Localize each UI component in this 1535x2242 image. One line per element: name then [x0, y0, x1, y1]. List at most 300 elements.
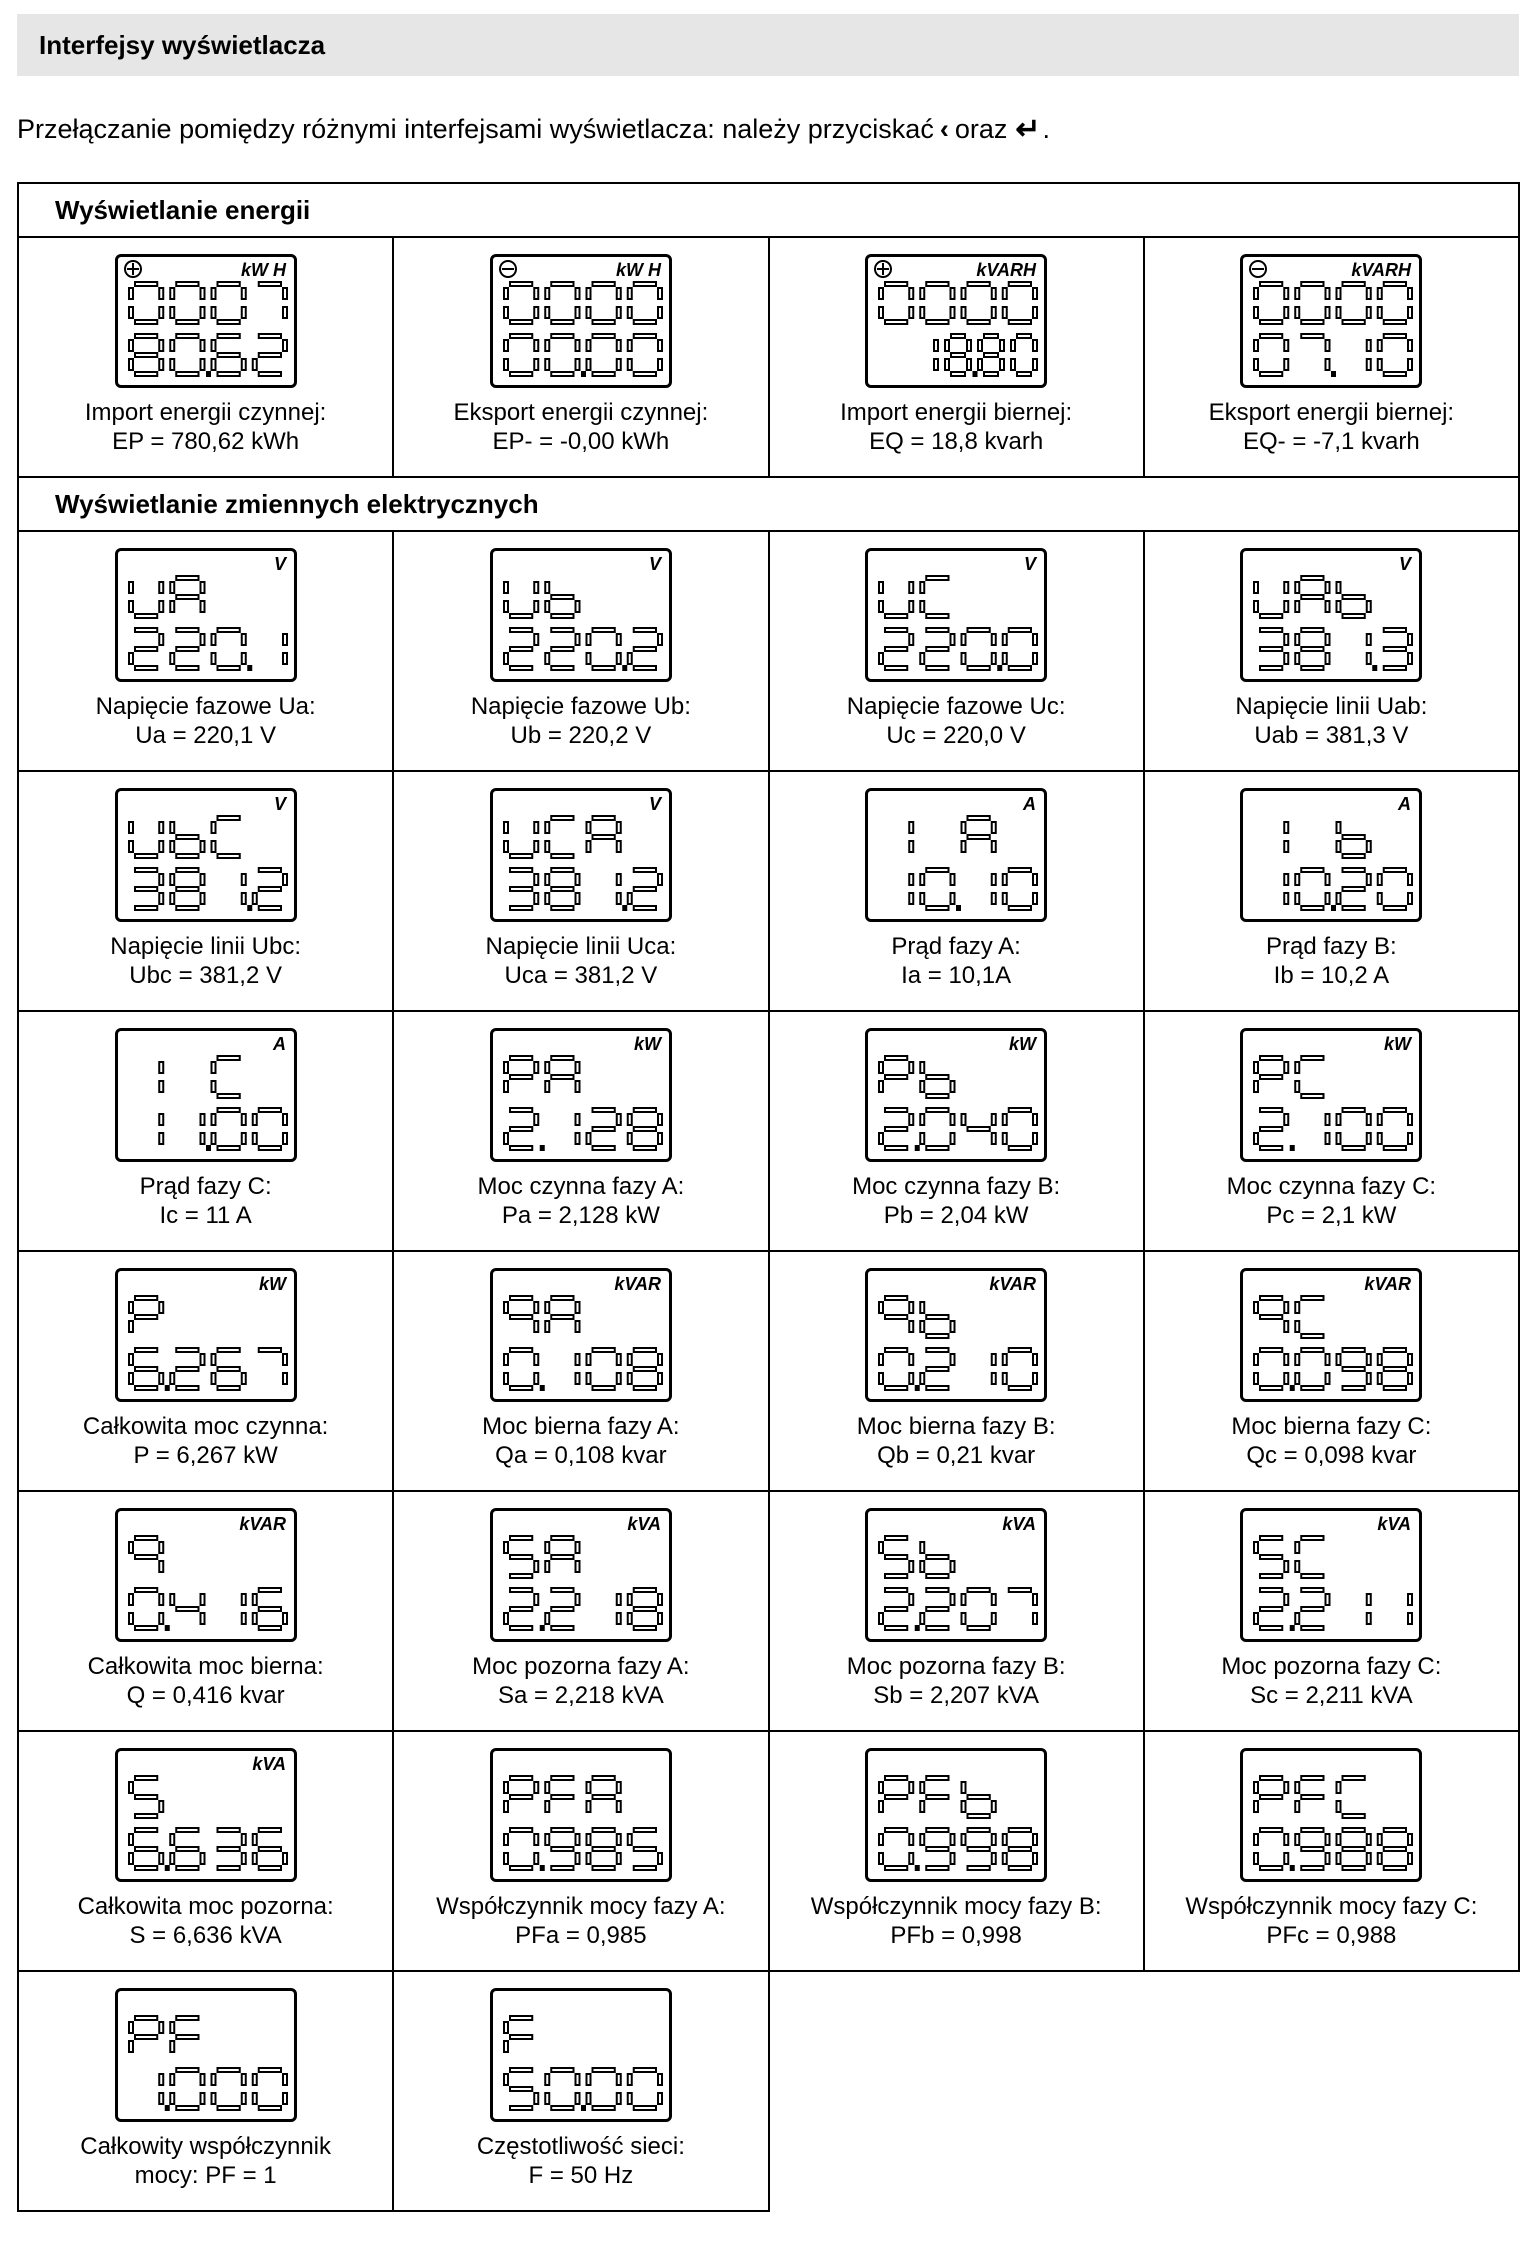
lcd-line1-digit-0: [503, 1055, 539, 1093]
lcd-line1-digit-0: [503, 581, 539, 619]
lcd-line1-digit-0: [503, 1535, 539, 1579]
unit-label: kVA: [1002, 1514, 1037, 1534]
lcd-line2-decimal-point: [622, 665, 627, 671]
lcd-line2-digit-3: [627, 1107, 663, 1151]
display-cell: [18, 1011, 393, 1251]
unit-label: A: [272, 1034, 286, 1054]
caption-line1: Współczynnik mocy fazy B:: [810, 1893, 1102, 1920]
lcd-line2-digit-2: [585, 1347, 621, 1391]
lcd-display: [490, 1508, 672, 1642]
lcd-line2-decimal-point: [540, 1385, 545, 1391]
display-caption: [1145, 1412, 1518, 1470]
lcd-line2-digit-1: [544, 1587, 580, 1631]
lcd-display: [490, 254, 672, 388]
lcd-display: [865, 788, 1047, 922]
unit-label: kW H: [615, 260, 661, 280]
lcd-line2-digit-1: [574, 1353, 580, 1385]
display-caption: [770, 1652, 1143, 1710]
lcd-line2-digit-0: [158, 2073, 164, 2105]
lcd-line2-digit-0: [503, 2067, 539, 2111]
display-cell: [393, 1491, 768, 1731]
lcd-line2-digit-1: [574, 1113, 580, 1145]
lcd-line1-digit-0: [128, 281, 164, 325]
intro-text: Przełączanie pomiędzy różnymi interfejsami wyświetlacza: należy przyciskać: [17, 114, 934, 144]
caption-line2: EP = 780,62 kWh: [112, 428, 300, 455]
lcd-line2-decimal-point: [1331, 371, 1336, 377]
enter-button-icon: ↵: [1015, 113, 1041, 146]
display-caption: [19, 932, 392, 990]
caption-line2: PFa = 0,985: [515, 1922, 647, 1949]
lcd-line2-digit-1: [544, 627, 580, 671]
lcd-line2-digit-4: [1010, 333, 1038, 377]
caption-line2: S = 6,636 kVA: [129, 1922, 282, 1949]
lcd-line1-digit-3: [1002, 281, 1038, 325]
export-sign-icon: [500, 261, 516, 277]
display-cell: [393, 771, 768, 1011]
export-sign-icon: [1250, 261, 1266, 277]
lcd-display: [1240, 1508, 1422, 1642]
lcd-line1-digit-0: [503, 821, 539, 859]
lcd-line2-digit-0: [878, 627, 914, 671]
lcd-line1-digit-3: [627, 281, 663, 325]
lcd-line1-digit-1: [169, 575, 205, 613]
unit-label: kVA: [1377, 1514, 1412, 1534]
display-caption: [19, 1172, 392, 1230]
unit-label: V: [648, 554, 661, 574]
lcd-line2-digit-2: [210, 2067, 246, 2111]
display-cell: [769, 1011, 1144, 1251]
lcd-line2-digit-1: [169, 1593, 205, 1625]
lcd-line2-digit-1: [169, 333, 205, 377]
lcd-line1-digit-1: [1295, 1295, 1325, 1339]
unit-label: kVARH: [1351, 260, 1412, 280]
lcd-display: [115, 788, 297, 922]
lcd-line2-digit-0: [1253, 1107, 1289, 1151]
lcd-line2-digit-3: [1002, 1347, 1038, 1391]
lcd-display: [115, 1268, 297, 1402]
caption-line2: Uc = 220,0 V: [886, 722, 1026, 749]
lcd-display: [865, 1508, 1047, 1642]
caption-line2: Sb = 2,207 kVA: [873, 1682, 1039, 1709]
unit-label: kW: [633, 1034, 661, 1054]
display-cell: [393, 237, 768, 477]
lcd-display: [1240, 1028, 1422, 1162]
display-cell: [1144, 1731, 1519, 1971]
caption-line1: Moc pozorna fazy B:: [846, 1653, 1066, 1680]
lcd-line2-digit-2: [210, 627, 246, 671]
lcd-line2-digit-3: [627, 627, 663, 671]
lcd-line2-digit-0: [509, 867, 539, 911]
lcd-line2-digit-1: [1295, 1827, 1331, 1871]
lcd-line2-decimal-point: [1290, 1865, 1295, 1871]
lcd-display: [865, 1268, 1047, 1402]
lcd-display: [1240, 548, 1422, 682]
lcd-line2-digit-1: [919, 1347, 955, 1391]
lcd-line1-digit-0: [878, 1295, 914, 1333]
lcd-line2-decimal-point: [164, 1865, 169, 1871]
caption-line1: Współczynnik mocy fazy A:: [436, 1893, 726, 1920]
lcd-line2-digit-0: [503, 333, 539, 377]
lcd-line2-digit-3: [627, 1347, 663, 1391]
lcd-line2-digit-2: [585, 1107, 621, 1151]
display-cell: [18, 1731, 393, 1971]
lcd-line1-digit-1: [169, 281, 205, 325]
lcd-line2-digit-2: [210, 333, 246, 377]
lcd-line2-digit-3: [627, 333, 663, 377]
lcd-display: [865, 548, 1047, 682]
lcd-line2-decimal-point: [247, 665, 252, 671]
display-caption: [1145, 398, 1518, 456]
lcd-line1-digit-2: [1336, 581, 1372, 619]
lcd-line2-digit-3: [251, 867, 287, 911]
lcd-line1-digit-1: [544, 1295, 580, 1333]
lcd-line2-decimal-point: [997, 665, 1002, 671]
section-heading: Wyświetlanie zmiennych elektrycznych: [18, 477, 1519, 531]
display-cell: [769, 771, 1144, 1011]
lcd-line2-decimal-point: [581, 371, 586, 377]
lcd-line2-digit-3: [251, 2067, 287, 2111]
caption-line2: Pb = 2,04 kW: [883, 1202, 1029, 1229]
lcd-line2-digit-0: [908, 873, 914, 905]
display-caption: [19, 692, 392, 750]
lcd-display: [865, 1748, 1047, 1882]
lcd-line2-digit-3: [1002, 1107, 1038, 1151]
lcd-display: [865, 1028, 1047, 1162]
empty-cell: [1144, 1971, 1519, 2211]
caption-line2: EQ- = -7,1 kvarh: [1243, 428, 1420, 455]
lcd-line2-digit-3: [1002, 1827, 1038, 1871]
lcd-line1-digit-0: [158, 1061, 164, 1093]
lcd-display: [490, 1028, 672, 1162]
lcd-line2-digit-0: [878, 1107, 914, 1151]
caption-line2: Ic = 11 A: [159, 1202, 252, 1229]
display-caption: [19, 398, 392, 456]
lcd-line2-digit-1: [544, 333, 580, 377]
display-caption: [394, 398, 767, 456]
lcd-line2-decimal-point: [540, 1625, 545, 1631]
caption-line2: Ub = 220,2 V: [510, 722, 652, 749]
display-cell: [393, 1251, 768, 1491]
lcd-line2-decimal-point: [915, 1385, 920, 1391]
lcd-line2-decimal-point: [1290, 1625, 1295, 1631]
lcd-line2-digit-2: [616, 873, 622, 905]
lcd-line1-digit-0: [128, 2015, 164, 2053]
lcd-line2-digit-3: [1377, 1827, 1413, 1871]
lcd-line2-digit-3: [1377, 1107, 1413, 1151]
lcd-line2-digit-1: [933, 339, 939, 371]
caption-line2: Pa = 2,128 kW: [501, 1202, 660, 1229]
lcd-line2-digit-2: [216, 1827, 246, 1871]
lcd-line2-digit-1: [169, 1347, 205, 1391]
caption-line2: Sc = 2,211 kVA: [1250, 1682, 1413, 1709]
lcd-line2-digit-2: [1366, 339, 1372, 371]
lcd-line2-decimal-point: [1373, 665, 1378, 671]
lcd-line2-digit-2: [210, 1347, 246, 1391]
display-caption: [394, 932, 767, 990]
lcd-display: [490, 1988, 672, 2122]
unit-label: A: [1398, 794, 1412, 814]
lcd-display: [1240, 788, 1422, 922]
caption-line1: Całkowita moc czynna:: [82, 1413, 329, 1440]
lcd-line1-digit-1: [544, 1775, 574, 1813]
lcd-line2-digit-3: [251, 1827, 287, 1871]
lcd-line2-digit-0: [503, 627, 539, 671]
section-title: Interfejsy wyświetlacza: [39, 29, 326, 60]
lcd-line2-digit-0: [1253, 1827, 1289, 1871]
caption-line2: Qc = 0,098 kvar: [1246, 1442, 1417, 1469]
lcd-line1-digit-0: [503, 1295, 539, 1333]
lcd-line2-digit-2: [585, 2067, 621, 2111]
display-cell: [18, 1491, 393, 1731]
display-caption: [19, 1412, 392, 1470]
lcd-line2-digit-0: [503, 1347, 539, 1391]
lcd-line1-digit-2: [585, 1775, 621, 1813]
lcd-line2-digit-0: [1284, 873, 1290, 905]
caption-line2: Ua = 220,1 V: [135, 722, 276, 749]
caption-line1: Prąd fazy B:: [1266, 933, 1397, 960]
lcd-display: [490, 548, 672, 682]
lcd-line1-digit-2: [210, 281, 246, 325]
lcd-line2-decimal-point: [973, 371, 978, 377]
intro-middle: oraz: [954, 114, 1008, 144]
caption-line2: F = 50 Hz: [528, 2162, 634, 2189]
caption-line2: Qb = 0,21 kvar: [877, 1442, 1036, 1469]
intro-end: .: [1042, 114, 1051, 144]
display-caption: [770, 398, 1143, 456]
caption-line2: Pc = 2,1 kW: [1266, 1202, 1397, 1229]
lcd-line1-digit-1: [919, 1301, 955, 1339]
lcd-line2-decimal-point: [581, 2105, 586, 2111]
unit-label: kW: [258, 1274, 286, 1294]
lcd-line1-digit-0: [1253, 1535, 1289, 1579]
lcd-line2-digit-2: [961, 1587, 997, 1631]
display-cell: [1144, 1251, 1519, 1491]
unit-label: kW: [1009, 1034, 1037, 1054]
lcd-line1-digit-1: [1295, 1775, 1325, 1813]
lcd-line2-digit-2: [585, 333, 621, 377]
lcd-line2-digit-0: [128, 627, 164, 671]
lcd-line2-digit-1: [544, 1827, 580, 1871]
lcd-line2-decimal-point: [206, 371, 211, 377]
lcd-line2-digit-0: [128, 333, 164, 377]
lcd-display: [115, 1988, 297, 2122]
lcd-line2-digit-3: [1377, 867, 1413, 911]
display-cell: [393, 1971, 768, 2211]
caption-line1: Eksport energii biernej:: [1208, 399, 1455, 426]
caption-line1: Eksport energii czynnej:: [453, 399, 709, 426]
lcd-line2-digit-3: [1008, 1587, 1038, 1625]
lcd-line2-digit-2: [1336, 867, 1372, 911]
display-caption: [770, 1892, 1143, 1950]
lcd-line2-digit-3: [1002, 867, 1038, 911]
caption-line1: Napięcie linii Uca:: [485, 933, 677, 960]
lcd-line2-digit-3: [627, 1587, 663, 1631]
lcd-display: [115, 1748, 297, 1882]
lcd-line2-digit-2: [210, 1107, 246, 1151]
lcd-line1-digit-1: [919, 1775, 949, 1813]
lcd-line2-digit-3: [1002, 627, 1038, 671]
display-caption: [1145, 692, 1518, 750]
caption-line2: Ib = 10,2 A: [1273, 962, 1390, 989]
display-cell: [769, 1731, 1144, 1971]
lcd-display: [115, 254, 297, 388]
caption-line1: Moc czynna fazy B:: [852, 1173, 1061, 1200]
lcd-line2-digit-0: [128, 1827, 164, 1871]
display-caption: [394, 692, 767, 750]
display-caption: [770, 932, 1143, 990]
lcd-line2-digit-0: [1259, 627, 1289, 671]
lcd-line2-decimal-point: [540, 1145, 545, 1151]
lcd-line2-digit-3: [257, 1347, 287, 1385]
lcd-line1-digit-1: [544, 281, 580, 325]
lcd-line2-decimal-point: [164, 1625, 169, 1631]
lcd-line1-digit-2: [1336, 1775, 1366, 1819]
unit-label: kVARH: [976, 260, 1037, 280]
lcd-line2-digit-2: [240, 873, 246, 905]
lcd-line1-digit-0: [878, 581, 914, 619]
unit-label: kVAR: [1364, 1274, 1412, 1294]
display-cell: [1144, 531, 1519, 771]
lcd-line1-digit-2: [585, 815, 621, 853]
lcd-line1-digit-1: [919, 1061, 955, 1099]
caption-line1: Całkowita moc pozorna:: [77, 1893, 334, 1920]
lcd-line2-decimal-point: [915, 1865, 920, 1871]
lcd-line2-digit-2: [961, 1113, 997, 1145]
caption-line2: P = 6,267 kW: [133, 1442, 278, 1469]
lcd-line2-digit-1: [919, 1107, 955, 1151]
lcd-line1-digit-0: [1253, 1055, 1289, 1093]
lcd-line1-digit-1: [169, 2015, 199, 2053]
lcd-line1-digit-1: [544, 1055, 580, 1093]
caption-line1: Import energii biernej:: [840, 399, 1073, 426]
lcd-line2-digit-0: [134, 867, 164, 911]
caption-line2: Uca = 381,2 V: [504, 962, 658, 989]
caption-line2: Q = 0,416 kvar: [126, 1682, 285, 1709]
lcd-line2-digit-1: [1295, 627, 1331, 671]
display-cell: [18, 1971, 393, 2211]
unit-label: kW H: [240, 260, 286, 280]
display-cell: [393, 531, 768, 771]
lcd-line2-digit-1: [1295, 867, 1331, 911]
lcd-line2-digit-1: [169, 1827, 205, 1871]
unit-label: V: [648, 794, 661, 814]
lcd-display: [490, 1748, 672, 1882]
lcd-line2-digit-2: [585, 1827, 621, 1871]
lcd-line2-digit-1: [169, 867, 205, 911]
lcd-line2-digit-2: [991, 873, 997, 905]
lcd-line1-digit-1: [1295, 575, 1331, 613]
caption-line1: Całkowita moc bierna:: [87, 1653, 324, 1680]
lcd-line2-decimal-point: [1290, 1145, 1295, 1151]
caption-line2: PFc = 0,988: [1266, 1922, 1397, 1949]
lcd-line2-digit-3: [1407, 1593, 1413, 1625]
display-caption: [1145, 932, 1518, 990]
display-cell: [769, 237, 1144, 477]
lcd-line1-digit-0: [908, 821, 914, 853]
lcd-line2-digit-1: [544, 867, 580, 911]
caption-line2: Sa = 2,218 kVA: [498, 1682, 664, 1709]
caption-line2: EP- = -0,00 kWh: [492, 428, 670, 455]
lcd-line1-digit-0: [878, 1775, 914, 1813]
lcd-display: [115, 1508, 297, 1642]
display-caption: [1145, 1652, 1518, 1710]
display-cell: [1144, 237, 1519, 477]
lcd-line1-digit-3: [257, 281, 287, 319]
lcd-line2-digit-1: [1295, 1347, 1331, 1391]
caption-line2: Ubc = 381,2 V: [129, 962, 282, 989]
lcd-line1-digit-0: [878, 1535, 914, 1579]
lcd-line2-decimal-point: [206, 1145, 211, 1151]
unit-label: kVAR: [989, 1274, 1037, 1294]
lcd-line1-digit-1: [544, 1535, 580, 1573]
lcd-line2-digit-3: [1377, 333, 1413, 377]
caption-line2: Ia = 10,1A: [901, 962, 1012, 989]
display-interfaces-table: [17, 182, 1520, 2212]
lcd-line1-digit-0: [128, 581, 164, 619]
display-caption: [19, 1892, 392, 1950]
display-caption: [394, 2132, 767, 2190]
import-sign-icon: [875, 261, 891, 277]
lcd-line2-decimal-point: [164, 1385, 169, 1391]
display-cell: [769, 531, 1144, 771]
lcd-line2-digit-1: [919, 1587, 955, 1631]
display-cell: [18, 771, 393, 1011]
display-caption: [1145, 1892, 1518, 1950]
caption-line1: Prąd fazy A:: [891, 933, 1021, 960]
lcd-line2-digit-3: [627, 1827, 663, 1871]
unit-label: A: [1023, 794, 1037, 814]
lcd-line2-digit-0: [878, 1827, 914, 1871]
lcd-line1-digit-1: [1295, 1055, 1325, 1099]
caption-line1: Częstotliwość sieci:: [476, 2133, 685, 2160]
lcd-line2-digit-0: [158, 1113, 164, 1145]
lcd-line2-digit-2: [1336, 1107, 1372, 1151]
lcd-line1-digit-0: [878, 281, 914, 325]
lcd-line2-digit-1: [1295, 1587, 1331, 1631]
lcd-line2-digit-1: [919, 867, 955, 911]
lcd-line2-digit-2: [1366, 1593, 1372, 1625]
unit-label: kVA: [627, 1514, 661, 1534]
caption-line1: Całkowity współczynnik: [80, 2133, 331, 2160]
lcd-line2-digit-1: [1301, 333, 1331, 371]
caption-line1: Napięcie fazowe Ub:: [470, 693, 691, 720]
lcd-line2-decimal-point: [540, 1865, 545, 1871]
lcd-line1-digit-1: [1295, 1535, 1325, 1579]
lcd-display: [1240, 1748, 1422, 1882]
caption-line1: Napięcie fazowe Uc:: [846, 693, 1066, 720]
unit-label: V: [1024, 554, 1037, 574]
lcd-line2-digit-0: [878, 1587, 914, 1631]
caption-line2: Uab = 381,3 V: [1254, 722, 1409, 749]
caption-line1: Moc czynna fazy C:: [1226, 1173, 1437, 1200]
lcd-line1-digit-1: [169, 821, 205, 859]
import-sign-icon: [125, 261, 141, 277]
lcd-line2-digit-1: [544, 2067, 580, 2111]
lcd-line2-digit-3: [251, 1587, 287, 1631]
lcd-line2-digit-3: [251, 333, 287, 377]
lcd-line2-digit-2: [1366, 633, 1372, 665]
display-caption: [394, 1412, 767, 1470]
display-cell: [1144, 1011, 1519, 1251]
lcd-line2-digit-2: [585, 627, 621, 671]
display-caption: [19, 2132, 392, 2190]
lcd-line1-digit-0: [503, 1775, 539, 1813]
lcd-line2-digit-3: [977, 333, 1005, 377]
lcd-line1-digit-0: [1253, 281, 1289, 325]
display-cell: [1144, 1491, 1519, 1731]
lcd-line2-decimal-point: [622, 905, 627, 911]
display-cell: [769, 1491, 1144, 1731]
